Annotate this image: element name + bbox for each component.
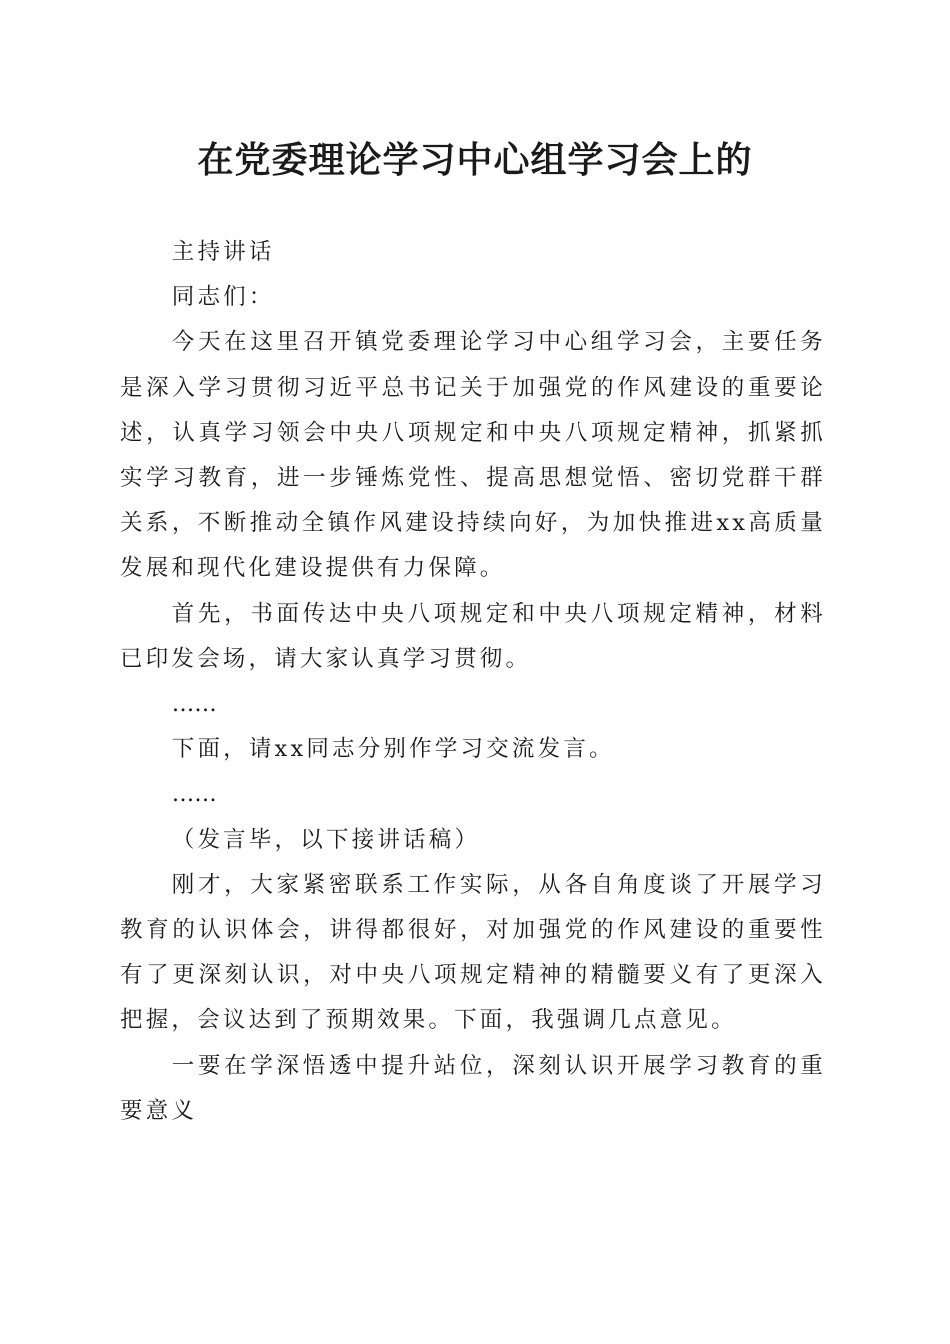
paragraph-point-one: 一要在学深悟透中提升站位，深刻认识开展学习教育的重要意义 (120, 1052, 826, 1124)
paragraph-first: 首先，书面传达中央八项规定和中央八项规定精神，材料已印发会场，请大家认真学习贯彻。 (120, 600, 826, 672)
paragraph-summary: 刚才，大家紧密联系工作实际，从各自角度谈了开展学习教育的认识体会，讲得都很好，对加强党的作风建设的重要性有了更深刻认识，对中央八项规定精神的精髓要义有了更深入把握，会议达到了预期效果。下面，我强调几点意见。 (120, 871, 826, 1034)
ellipsis-2: …… (171, 781, 217, 808)
paragraph-intro: 今天在这里召开镇党委理论学习中心组学习会，主要任务是深入学习贯彻习近平总书记关于加强党的作风建设的重要论述，认真学习领会中央八项规定和中央八项规定精神，抓紧抓实学习教育，进一步锤炼党性、提高思想觉悟、密切党群干群关系，不断推动全镇作风建设持续向好，为加快推进xx高质量发展和现代化建设提供有力保障。 (120, 329, 826, 582)
ellipsis-1: …… (171, 691, 217, 718)
document-title: 在党委理论学习中心组学习会上的 (197, 139, 753, 181)
paragraph-next: 下面，请xx同志分别作学习交流发言。 (171, 736, 615, 763)
salutation: 同志们： (171, 284, 275, 311)
document-body (120, 230, 826, 1134)
heading-subtitle: 主持讲话 (171, 239, 275, 265)
stage-note: （发言毕，以下接讲话稿） (171, 826, 481, 853)
